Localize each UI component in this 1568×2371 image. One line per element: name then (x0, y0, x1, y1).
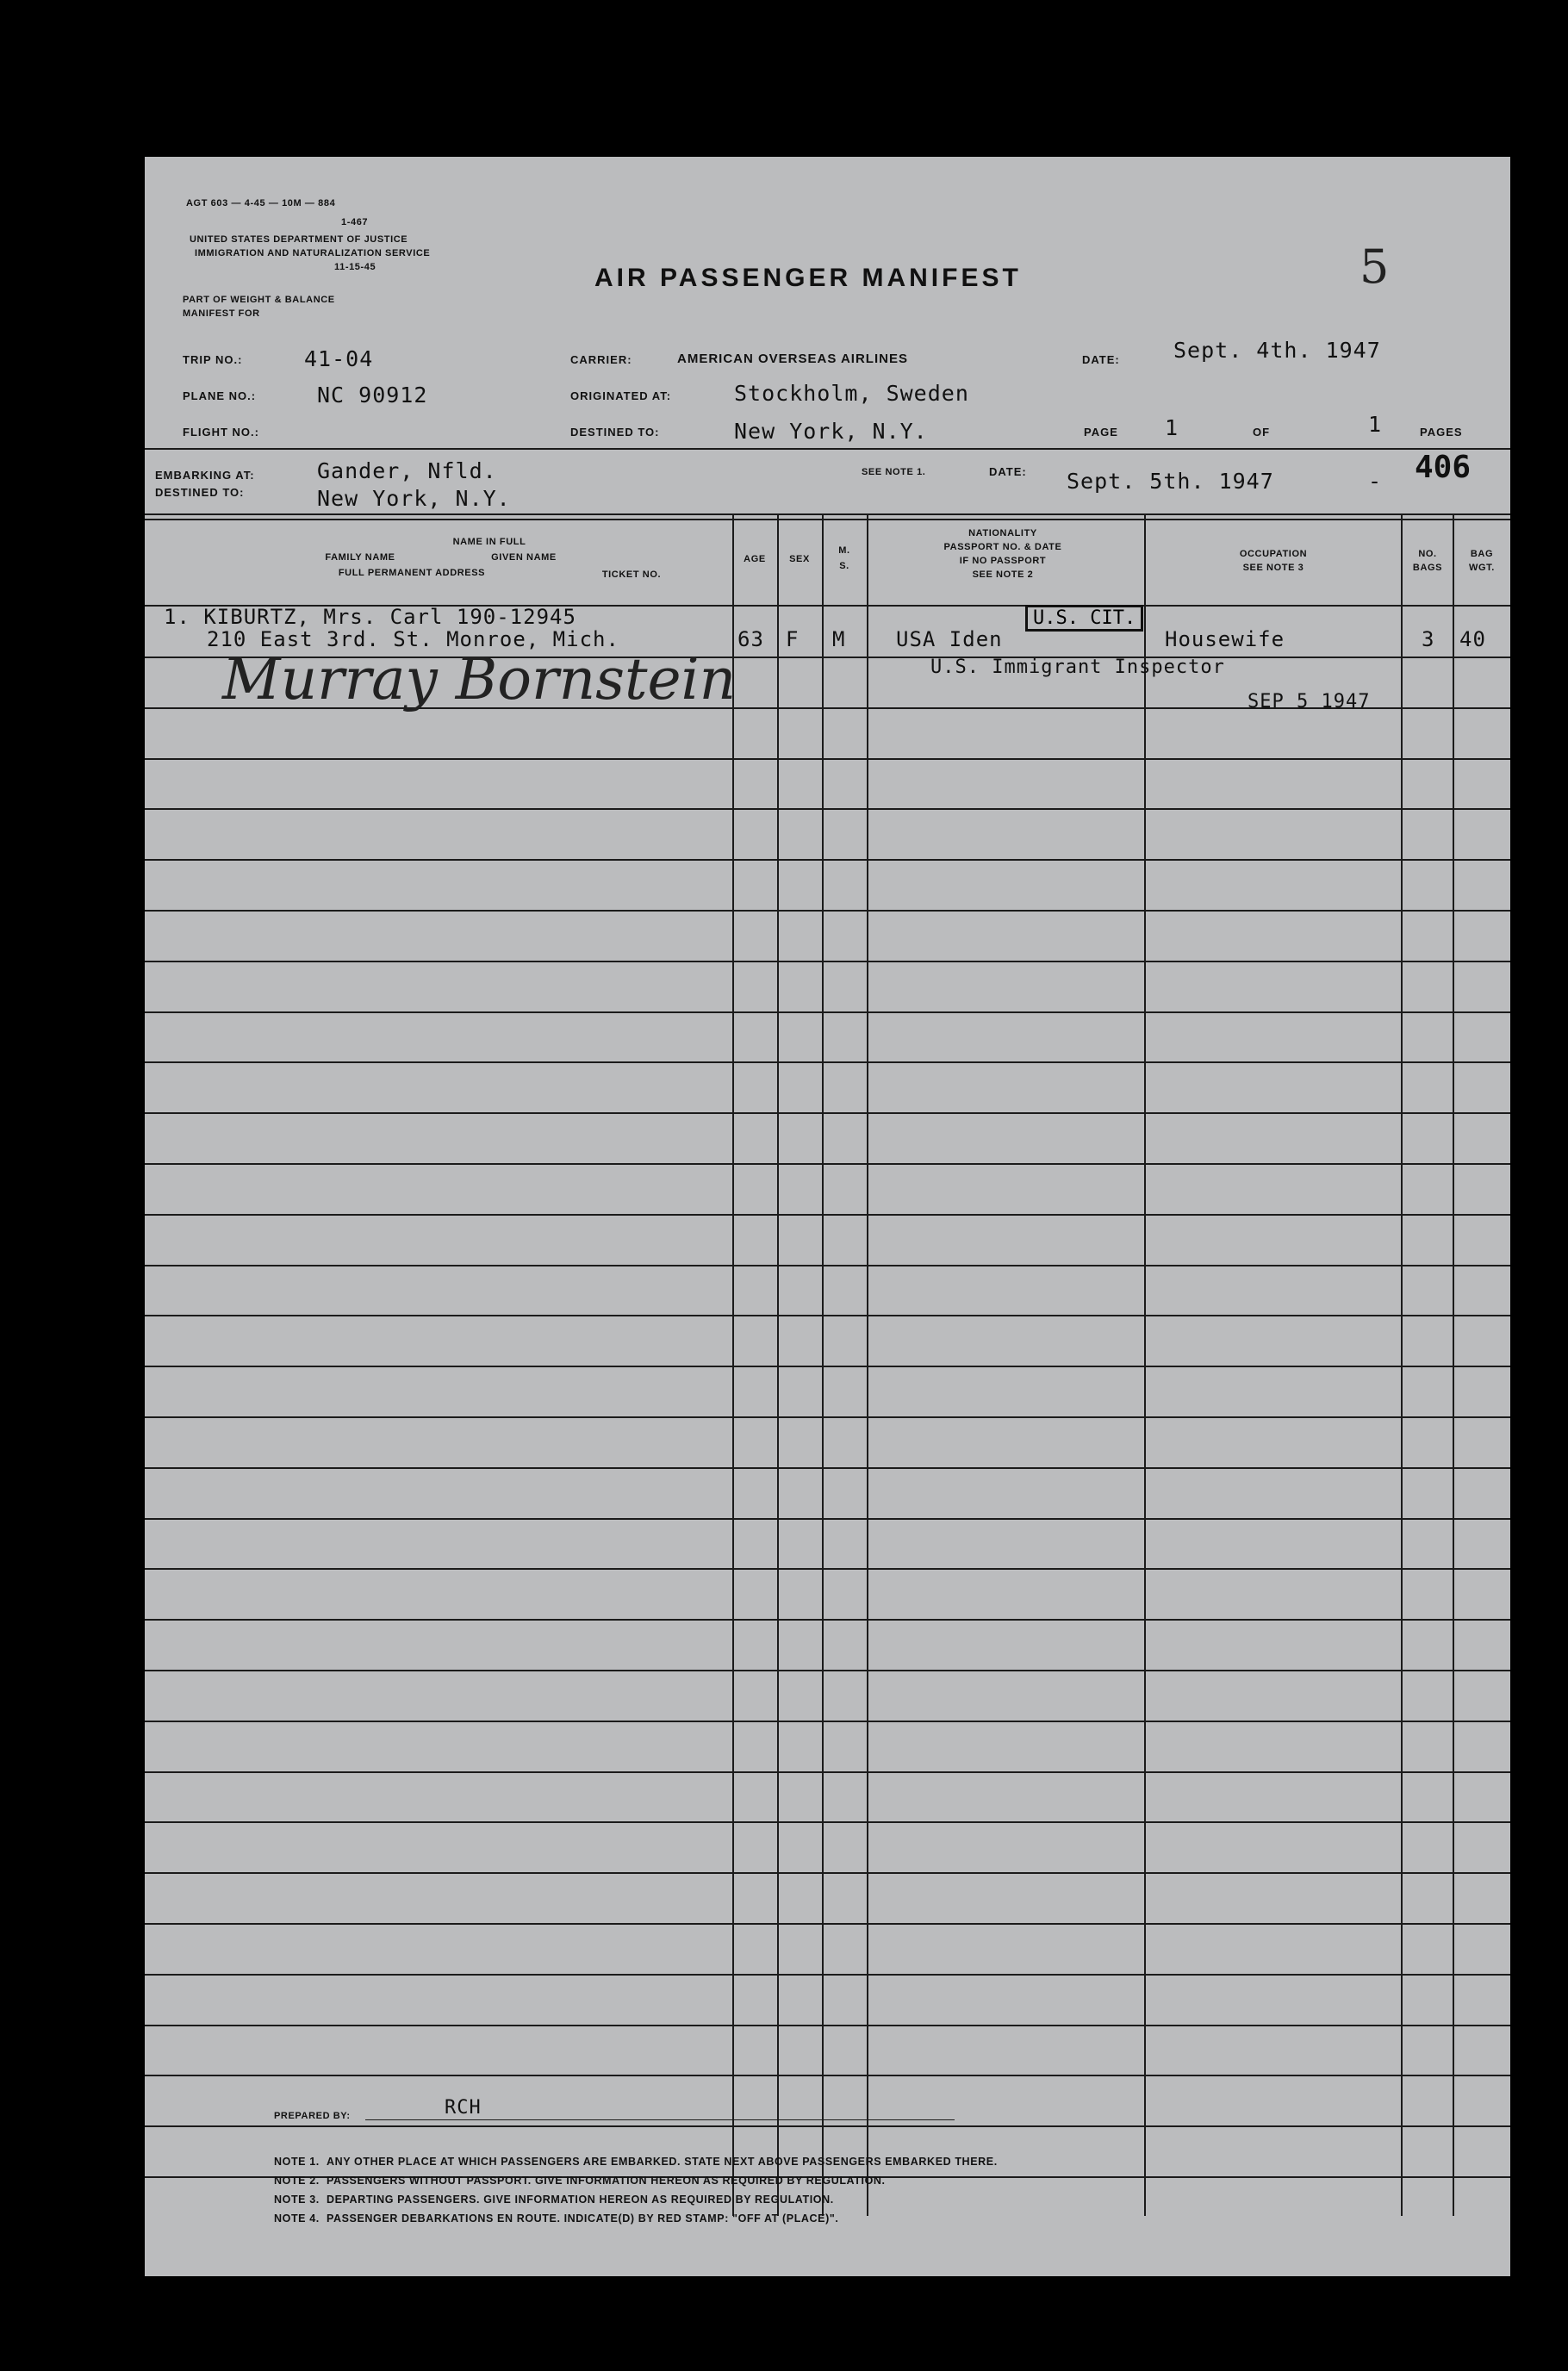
embark-destined-label: DESTINED TO: (155, 486, 245, 499)
col-occ-line-1: OCCUPATION (1239, 549, 1308, 559)
passenger-occupation: Housewife (1165, 627, 1285, 651)
table-row-rule (145, 2125, 1510, 2127)
table-row-rule (145, 1112, 1510, 1114)
inspector-stamp: U.S. Immigrant Inspector (930, 657, 1225, 678)
embark-destined-value: New York, N.Y. (317, 486, 511, 511)
col-name-line-3b: TICKET NO. (601, 569, 662, 580)
of-value: 1 (1368, 412, 1383, 437)
trip-value: 41-04 (304, 346, 374, 371)
table-row-rule (145, 859, 1510, 861)
divider-nationality (867, 513, 868, 2216)
table-top-rule (145, 513, 1510, 515)
destined-label: DESTINED TO: (570, 426, 660, 439)
embarking-label: EMBARKING AT: (155, 469, 255, 482)
passenger-line-1: 1. KIBURTZ, Mrs. Carl 190-12945 (164, 605, 576, 629)
form-code: AGT 603 — 4-45 — 10M — 884 (186, 198, 336, 208)
table-row-rule (145, 1061, 1510, 1063)
table-row-rule (145, 910, 1510, 912)
col-name-line-2b: GIVEN NAME (491, 552, 557, 563)
header-rule (145, 448, 1510, 450)
note-2: NOTE 2. PASSENGERS WITHOUT PASSPORT. GIVE INFORMATION HEREON AS REQUIRED BY REGULATION. (274, 2175, 886, 2187)
prepared-label: PREPARED BY: (274, 2111, 351, 2121)
col-wgt-line-1: BAG (1470, 549, 1494, 559)
of-label: OF (1253, 426, 1271, 439)
inspector-signature: Murray Bornstein (222, 646, 737, 713)
table-row-rule (145, 1619, 1510, 1621)
date-value: Sept. 4th. 1947 (1173, 338, 1381, 363)
note-3: NOTE 3. DEPARTING PASSENGERS. GIVE INFORMATION HEREON AS REQUIRED BY REGULATION. (274, 2194, 834, 2206)
page-title: AIR PASSENGER MANIFEST (594, 264, 1022, 292)
table-row-rule (145, 1214, 1510, 1216)
col-ms-line-1: M. (838, 545, 850, 556)
part-of-line-1: PART OF WEIGHT & BALANCE (183, 295, 335, 305)
col-nat-line-3: IF NO PASSPORT (959, 556, 1047, 566)
table-row-rule (145, 1366, 1510, 1367)
table-row-rule (145, 1265, 1510, 1266)
passenger-marital: M (832, 627, 846, 651)
originated-value: Stockholm, Sweden (734, 381, 969, 406)
note-4: NOTE 4. PASSENGER DEBARKATIONS EN ROUTE. INDICATE(D) BY RED STAMP: "OFF AT (PLACE)". (274, 2212, 839, 2225)
table-row-rule (145, 2025, 1510, 2026)
divider-age (732, 513, 734, 2216)
col-nat-line-4: SEE NOTE 2 (972, 569, 1034, 580)
col-name-line-1: NAME IN FULL (452, 537, 526, 547)
table-row-rule (145, 1923, 1510, 1925)
col-name-line-2a: FAMILY NAME (325, 552, 395, 563)
divider-weight (1453, 513, 1454, 2216)
table-row-rule (145, 758, 1510, 760)
plane-value: NC 90912 (317, 383, 428, 408)
col-wgt-line-2: WGT. (1469, 563, 1495, 573)
embarking-value: Gander, Nfld. (317, 458, 497, 483)
plane-label: PLANE NO.: (183, 389, 257, 402)
table-row-rule (145, 1011, 1510, 1013)
divider-sex (777, 513, 779, 2216)
agency-line-1: UNITED STATES DEPARTMENT OF JUSTICE (190, 234, 408, 245)
table-row-rule (145, 1467, 1510, 1469)
passenger-weight: 40 (1459, 627, 1486, 651)
col-age: AGE (744, 554, 766, 564)
table-row-rule (145, 2075, 1510, 2076)
embark-date-value: Sept. 5th. 1947 (1067, 469, 1274, 494)
form-number: 1-467 (341, 217, 369, 227)
manifest-page (145, 157, 1510, 2276)
col-sex: SEX (789, 554, 810, 564)
embark-date-label: DATE: (989, 465, 1027, 478)
agency-date: 11-15-45 (334, 262, 376, 272)
table-row-rule (145, 961, 1510, 962)
table-row-rule (145, 1670, 1510, 1671)
prepared-underline (365, 2119, 955, 2120)
carrier-value: AMERICAN OVERSEAS AIRLINES (677, 352, 908, 366)
trip-label: TRIP NO.: (183, 353, 243, 366)
col-nat-line-2: PASSPORT NO. & DATE (943, 542, 1062, 552)
passenger-bags: 3 (1422, 627, 1435, 651)
us-citizen-stamp: U.S. CIT. (1025, 605, 1143, 632)
carrier-label: CARRIER: (570, 353, 632, 366)
col-bags-line-2: BAGS (1412, 563, 1443, 573)
table-row-rule (145, 1163, 1510, 1165)
passenger-line-2: 210 East 3rd. St. Monroe, Mich. (207, 627, 619, 651)
page-number-mark: 5 (1360, 240, 1390, 294)
date-label: DATE: (1082, 353, 1120, 366)
col-name-line-3a: FULL PERMANENT ADDRESS (338, 568, 486, 578)
see-note-1: SEE NOTE 1. (862, 467, 926, 477)
table-row-rule (145, 808, 1510, 810)
prepared-value: RCH (445, 2097, 482, 2119)
originated-label: ORIGINATED AT: (570, 389, 672, 402)
table-row-rule (145, 1518, 1510, 1520)
divider-ms (822, 513, 824, 2216)
note-1: NOTE 1. ANY OTHER PLACE AT WHICH PASSENGERS ARE EMBARKED. STATE NEXT ABOVE PASSENGERS EMBARKED THERE. (274, 2156, 998, 2168)
col-bags-line-1: NO. (1418, 549, 1437, 559)
table-row-rule (145, 1771, 1510, 1773)
table-row-rule (145, 1416, 1510, 1418)
embark-dash: - (1368, 469, 1383, 494)
agency-line-2: IMMIGRATION AND NATURALIZATION SERVICE (195, 248, 431, 258)
table-row-rule (145, 1821, 1510, 1823)
table-row-rule (145, 1315, 1510, 1316)
inspector-date: SEP 5 1947 (1248, 691, 1371, 713)
pages-label: PAGES (1420, 426, 1463, 439)
divider-occupation (1144, 513, 1146, 2216)
col-occ-line-2: SEE NOTE 3 (1242, 563, 1304, 573)
col-nat-line-1: NATIONALITY (968, 528, 1037, 538)
serial-number: 406 (1415, 450, 1472, 485)
table-row-rule (145, 1721, 1510, 1722)
part-of-line-2: MANIFEST FOR (183, 308, 260, 319)
passenger-nationality: USA Iden (896, 627, 1003, 651)
page-value: 1 (1165, 415, 1179, 440)
table-row-rule (145, 1974, 1510, 1976)
passenger-age: 63 (737, 627, 764, 651)
flight-label: FLIGHT NO.: (183, 426, 259, 439)
page-label: PAGE (1084, 426, 1118, 439)
table-row-rule (145, 1872, 1510, 1874)
col-ms-line-2: S. (839, 561, 849, 571)
table-top-rule-2 (145, 519, 1510, 520)
table-row-rule (145, 1568, 1510, 1570)
passenger-sex: F (786, 627, 800, 651)
divider-bags (1401, 513, 1403, 2216)
destined-value: New York, N.Y. (734, 419, 928, 444)
